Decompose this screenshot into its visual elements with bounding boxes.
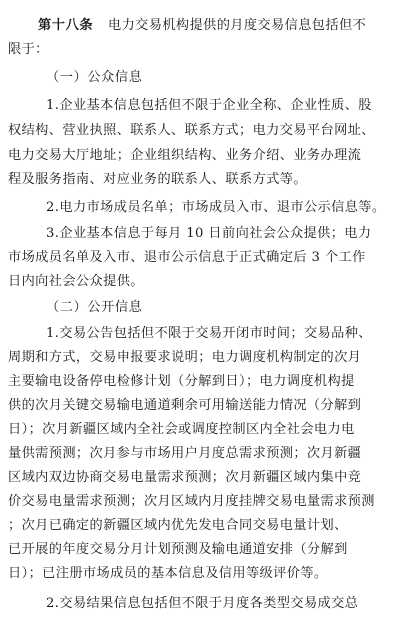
article-intro-line-1: 电力交易机构提供的月度交易信息包括但不 bbox=[108, 18, 367, 33]
s2-item1-line-6: 量供需预测；次月参与市场用户月度总需求预测；次月新疆 bbox=[8, 446, 362, 461]
s2-item1-line-9: ；次月已确定的新疆区域内优先发电合同交易电量计划、 bbox=[8, 518, 348, 533]
s1-item1-line-4: 程及服务指南、对应业务的联系人、联系方式等。 bbox=[8, 172, 307, 187]
s1-item1-line-2: 权结构、营业执照、联系人、联系方式；电力交易平台网址、 bbox=[8, 123, 375, 138]
s2-item1-line-4: 供的次月关键交易输电通道剩余可用输送能力情况（分解到 bbox=[8, 398, 362, 413]
section-heading-public-info: （一）公众信息 bbox=[46, 70, 143, 85]
article-intro-line-2: 限于： bbox=[8, 42, 49, 57]
s1-item3-line-1: 3.企业基本信息于每月 10 日前向社会公众提供；电力 bbox=[46, 226, 372, 241]
s2-item1-line-5: 日）；次月新疆区域内全社会或调度控制区内全社会电力电 bbox=[8, 422, 355, 437]
s1-item3-line-3: 日内向社会公众提供。 bbox=[8, 274, 144, 289]
s1-item2-line-1: 2.电力市场成员名单；市场成员入市、退市公示信息等。 bbox=[46, 200, 386, 215]
s1-item3-line-2: 市场成员名单及入市、退市公示信息于正式确定后 3 个工作 bbox=[8, 250, 366, 265]
s2-item1-line-2: 周期和方式，交易申报要求说明；电力调度机构制定的次月 bbox=[8, 350, 362, 365]
s2-item1-line-7: 区域内双边协商交易电量需求预测；次月新疆区域内集中竞 bbox=[8, 470, 362, 485]
s2-item1-line-1: 1.交易公告包括但不限于交易开闭市时间；交易品种、 bbox=[46, 326, 372, 341]
s1-item1-line-1: 1.企业基本信息包括但不限于企业全称、企业性质、股 bbox=[46, 98, 372, 113]
article-title: 第十八条 bbox=[38, 18, 94, 33]
s2-item1-line-10: 已开展的年度交易分月计划预测及输电通道安排（分解到 bbox=[8, 542, 348, 557]
s2-item1-line-3: 主要输电设备停电检修计划（分解到日）；电力调度机构提 bbox=[8, 374, 355, 389]
s1-item1-line-3: 电力交易大厅地址；企业组织结构、业务介绍、业务办理流 bbox=[8, 148, 362, 163]
s2-item2-line-1: 2.交易结果信息包括但不限于月度各类型交易成交总 bbox=[46, 596, 359, 611]
s2-item1-line-8: 价交易电量需求预测；次月区域内月度挂牌交易电量需求预测 bbox=[8, 494, 375, 509]
section-heading-disclosed-info: （二）公开信息 bbox=[46, 300, 143, 315]
s2-item1-line-11: 日）；已注册市场成员的基本信息及信用等级评价等。 bbox=[8, 566, 328, 581]
